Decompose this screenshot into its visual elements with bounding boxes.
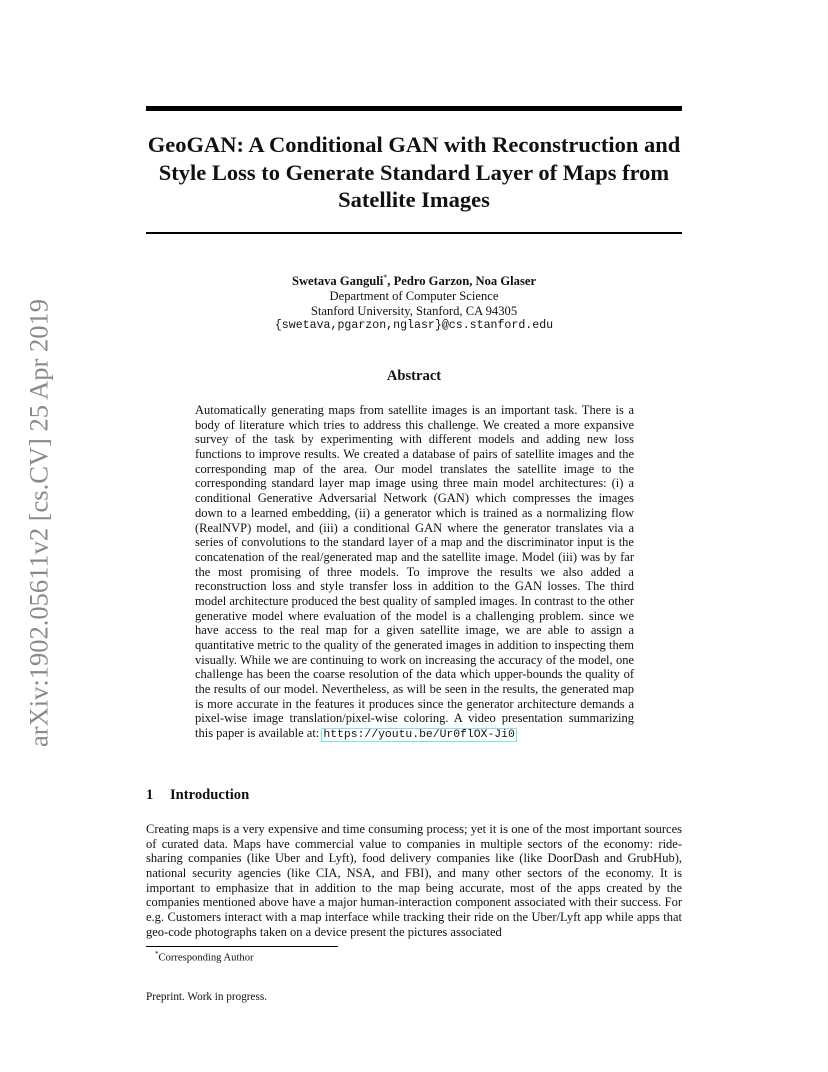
footnote [155, 950, 254, 964]
section-heading-introduction [146, 787, 249, 804]
paper-title: GeoGAN: A Conditional GAN with Reconstruction and Style Loss to Generate Standard Layer of Maps from Satellite Images [147, 132, 681, 212]
abstract-text: Automatically generating maps from satellite images is an important task. There is a body of literature which tries to address this challenge. We created a more expansive survey of the task by experimenting with different models and adding new loss functions to improve results. We created a database of pairs of satellite images and the corresponding map of the area. Our model translates the satellite image to the corresponding standard layer map image using three main model architectures: (i) a conditional Generative Adversarial Network (GAN) which compresses the images down to a learned embedding, (ii) a generator which is trained as a normalizing flow (RealNVP) model, and (iii) a conditional GAN where the generator translates via a series of convolutions to the standard layer of a map and the discriminator input is the concatenation of the real/generated map and the satellite image. Model (iii) was by far the most promising of three models. To improve the results we also added a reconstruction loss and style transfer loss in addition to the GAN losses. The third model architecture produced the best quality of sampled images. In contrast to the other generative model where evaluation of the model is a challenging problem. since we have access to the real map for a given satellite image, we are able to assign a quantitative metric to the quality of the generated images in addition to inspecting them visually. While we are continuing to work on increasing the accuracy of the model, one challenge has been the coarse resolution of the data which upper-bounds the quality of the results of our model. Nevertheless, as will be seen in the results, the generated map is more accurate in the features it produces since the generator architecture demands a pixel-wise image translation/pixel-wise coloring. A video presentation summarizing this paper is available at: [195, 403, 634, 741]
section-title: Introduction [170, 787, 250, 803]
abstract-heading: Abstract [386, 368, 442, 384]
introduction-paragraph: Creating maps is a very expensive and time consuming process; yet it is one of the most important sources of curated data. Maps have commercial value to companies in multiple sectors of the economy: ride-sharing companies (like Uber and Lyft), food delivery companies like (like DoorDash and GrubHub), national security agencies (like CIA, NSA, and FBI), and many other sectors of the economy. It is important to emphasize that in addition to the map being accurate, most of the apps created by the companies mentioned above have a major human-interaction component associated with their success. For e.g. Customers interact with a map interface while tracking their ride on the Uber/Lyft app while apps that geo-code photographs taken on a device present the pictures associated [146, 822, 682, 939]
author-address: Stanford University, Stanford, CA 94305 [310, 303, 518, 318]
author-email: {swetava,pgarzon,nglasr}@cs.stanford.edu [274, 318, 554, 332]
footnote-rule [146, 946, 338, 947]
footnote-mark: * [155, 950, 159, 958]
section-number: 1 [146, 787, 154, 803]
author-names [146, 271, 682, 289]
title-top-rule [146, 106, 682, 111]
video-link[interactable]: https://youtu.be/Ur0flOX-Ji0 [323, 729, 515, 742]
preprint-note: Preprint. Work in progress. [146, 991, 268, 1003]
author-footnote-mark: * [383, 273, 388, 282]
other-authors: , Pedro Garzon, Noa Glaser [387, 274, 537, 289]
footnote-text: Corresponding Author [158, 952, 254, 964]
first-author: Swetava Ganguli [291, 274, 384, 289]
author-block [146, 271, 682, 333]
author-department: Department of Computer Science [329, 288, 499, 303]
abstract-body [195, 403, 634, 743]
arxiv-identifier: arXiv:1902.05611v2 [cs.CV] 25 Apr 2019 [23, 298, 54, 748]
title-bottom-rule [146, 232, 682, 234]
